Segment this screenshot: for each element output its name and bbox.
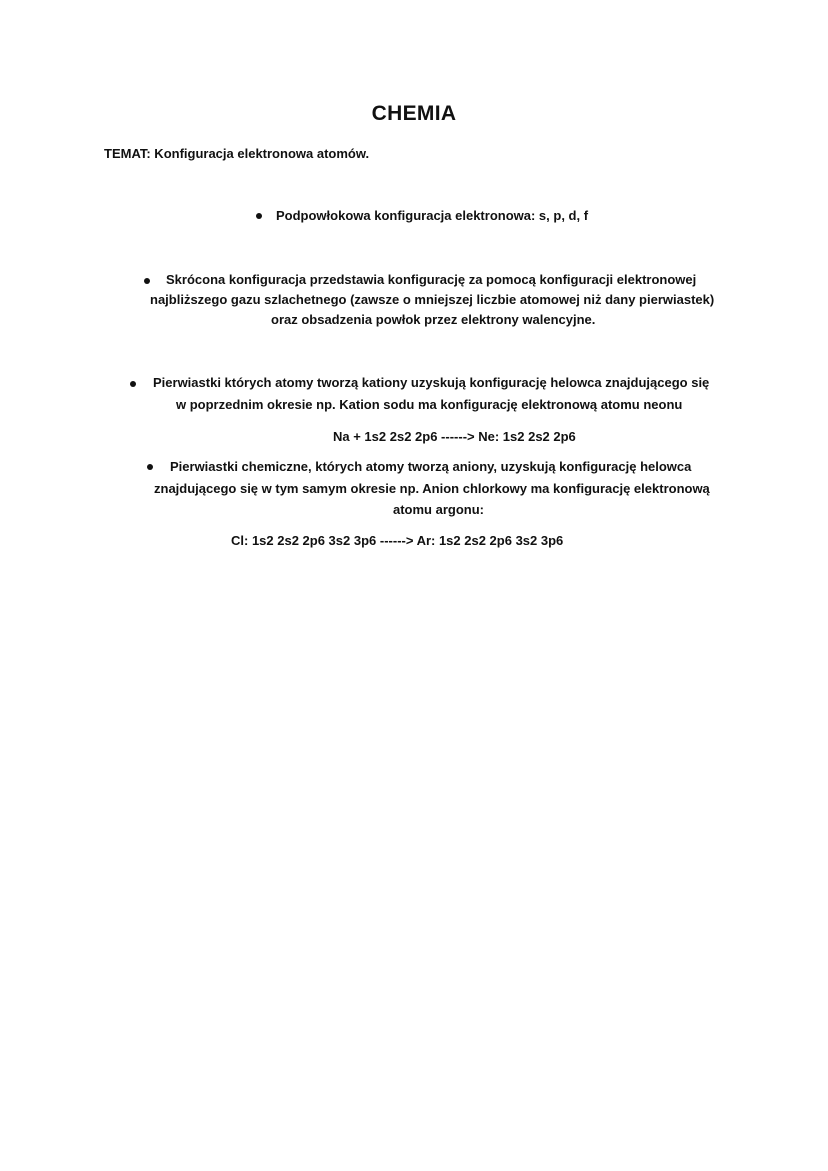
bullet-icon	[130, 381, 136, 387]
topic-heading: TEMAT: Konfiguracja elektronowa atomów.	[104, 146, 370, 161]
example-chlorine-config: Cl: 1s2 2s2 2p6 3s2 3p6 ------> Ar: 1s2 2s2 2p6 3s2 3p6	[231, 533, 564, 548]
bullet-2-line-3: oraz obsadzenia powłok przez elektrony walencyjne.	[271, 312, 596, 327]
bullet-3-line-2: w poprzednim okresie np. Kation sodu ma konfigurację elektronową atomu neonu	[176, 397, 683, 412]
bullet-4-line-1: Pierwiastki chemiczne, których atomy tworzą aniony, uzyskują konfigurację helowca	[170, 459, 692, 474]
bullet-2-line-2: najbliższego gazu szlachetnego (zawsze o mniejszej liczbie atomowej niż dany pierwiastek)	[150, 292, 715, 307]
bullet-icon	[256, 213, 262, 219]
page-title: CHEMIA	[371, 102, 457, 125]
bullet-icon	[144, 278, 150, 284]
bullet-icon	[147, 464, 153, 470]
bullet-4-line-2: znajdującego się w tym samym okresie np. Anion chlorkowy ma konfigurację elektronową	[154, 481, 710, 496]
bullet-4-line-3: atomu argonu:	[393, 502, 484, 517]
bullet-3-line-1: Pierwiastki których atomy tworzą kationy uzyskują konfigurację helowca znajdującego się	[153, 375, 710, 390]
example-sodium-config: Na + 1s2 2s2 2p6 ------> Ne: 1s2 2s2 2p6	[333, 429, 576, 444]
bullet-1-text: Podpowłokowa konfiguracja elektronowa: s, p, d, f	[276, 208, 589, 223]
bullet-2-line-1: Skrócona konfiguracja przedstawia konfigurację za pomocą konfiguracji elektronowej	[166, 272, 697, 287]
